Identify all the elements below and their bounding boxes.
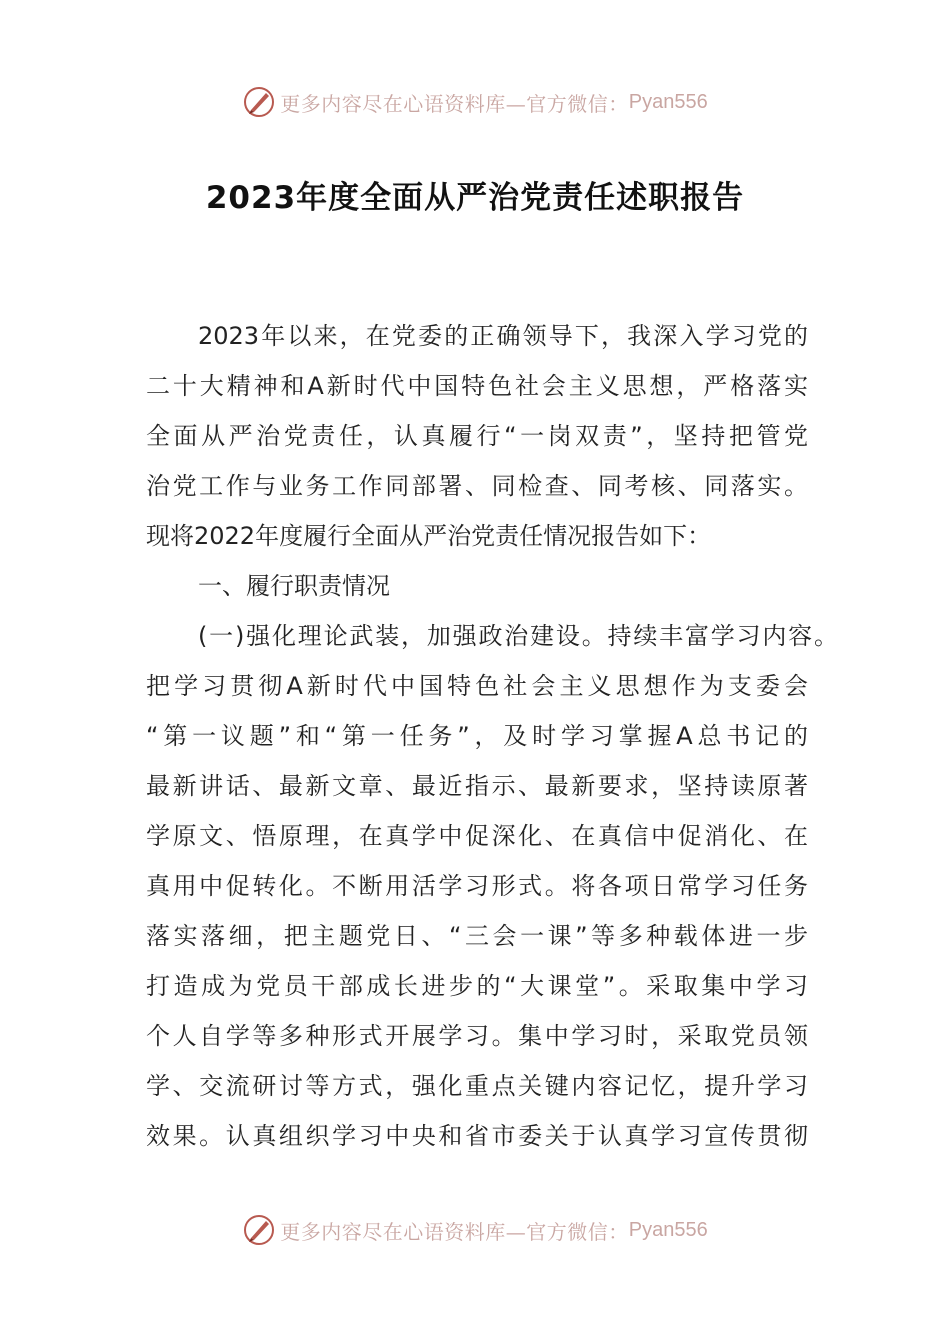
- section-heading: 一、履行职责情况: [198, 572, 390, 600]
- banner-text: 更多内容尽在心语资料库—: [280, 1219, 527, 1244]
- document-title: 2023年度全面从严治党责任述职报告: [205, 180, 745, 216]
- banner-text: 更多内容尽在心语资料库—: [280, 91, 527, 116]
- banner-wechat-label: 官方微信：: [526, 91, 629, 116]
- paragraph-line: “第一议题”和“第一任务”，及时学习掌握A总书记的: [146, 722, 808, 750]
- paragraph-line: 学原文、悟原理，在真学中促深化、在真信中促消化、在: [146, 822, 808, 850]
- paragraph-line: 治党工作与业务工作同部署、同检查、同考核、同落实。: [146, 472, 808, 500]
- pen-logo-icon: [242, 1213, 276, 1247]
- paragraph-line: 个人自学等多种形式开展学习。集中学习时，采取党员领: [146, 1022, 808, 1050]
- pen-logo-icon: [242, 85, 276, 119]
- paragraph-line: 最新讲话、最新文章、最近指示、最新要求，坚持读原著: [146, 772, 808, 800]
- paragraph-line: (一)强化理论武装，加强政治建设。持续丰富学习内容。: [198, 622, 838, 650]
- document-body: [146, 311, 838, 1161]
- paragraph-line: 效果。认真组织学习中央和省市委关于认真学习宣传贯彻: [146, 1122, 808, 1150]
- paragraph-line: 2023年以来，在党委的正确领导下，我深入学习党的: [198, 322, 808, 350]
- paragraph-line: 把学习贯彻A新时代中国特色社会主义思想作为支委会: [146, 672, 808, 700]
- banner-wechat-label: 官方微信：: [526, 1219, 629, 1244]
- paragraph-line: 二十大精神和A新时代中国特色社会主义思想，严格落实: [146, 372, 808, 400]
- paragraph-line: 全面从严治党责任，认真履行“一岗双责”，坚持把管党: [146, 422, 808, 450]
- header-watermark-banner: [0, 82, 950, 122]
- paragraph-line: 真用中促转化。不断用活学习形式。将各项日常学习任务: [146, 872, 808, 900]
- banner-wechat-id: Pyan556: [628, 1218, 708, 1241]
- footer-watermark-banner: [0, 1210, 950, 1250]
- banner-wechat-id: Pyan556: [628, 90, 708, 113]
- paragraph-line: 现将2022年度履行全面从严治党责任情况报告如下：: [146, 522, 712, 550]
- paragraph-line: 打造成为党员干部成长进步的“大课堂”。采取集中学习: [146, 972, 808, 1000]
- paragraph-line: 落实落细，把主题党日、“三会一课”等多种载体进一步: [146, 922, 808, 950]
- paragraph-line: 学、交流研讨等方式，强化重点关键内容记忆，提升学习: [146, 1072, 808, 1100]
